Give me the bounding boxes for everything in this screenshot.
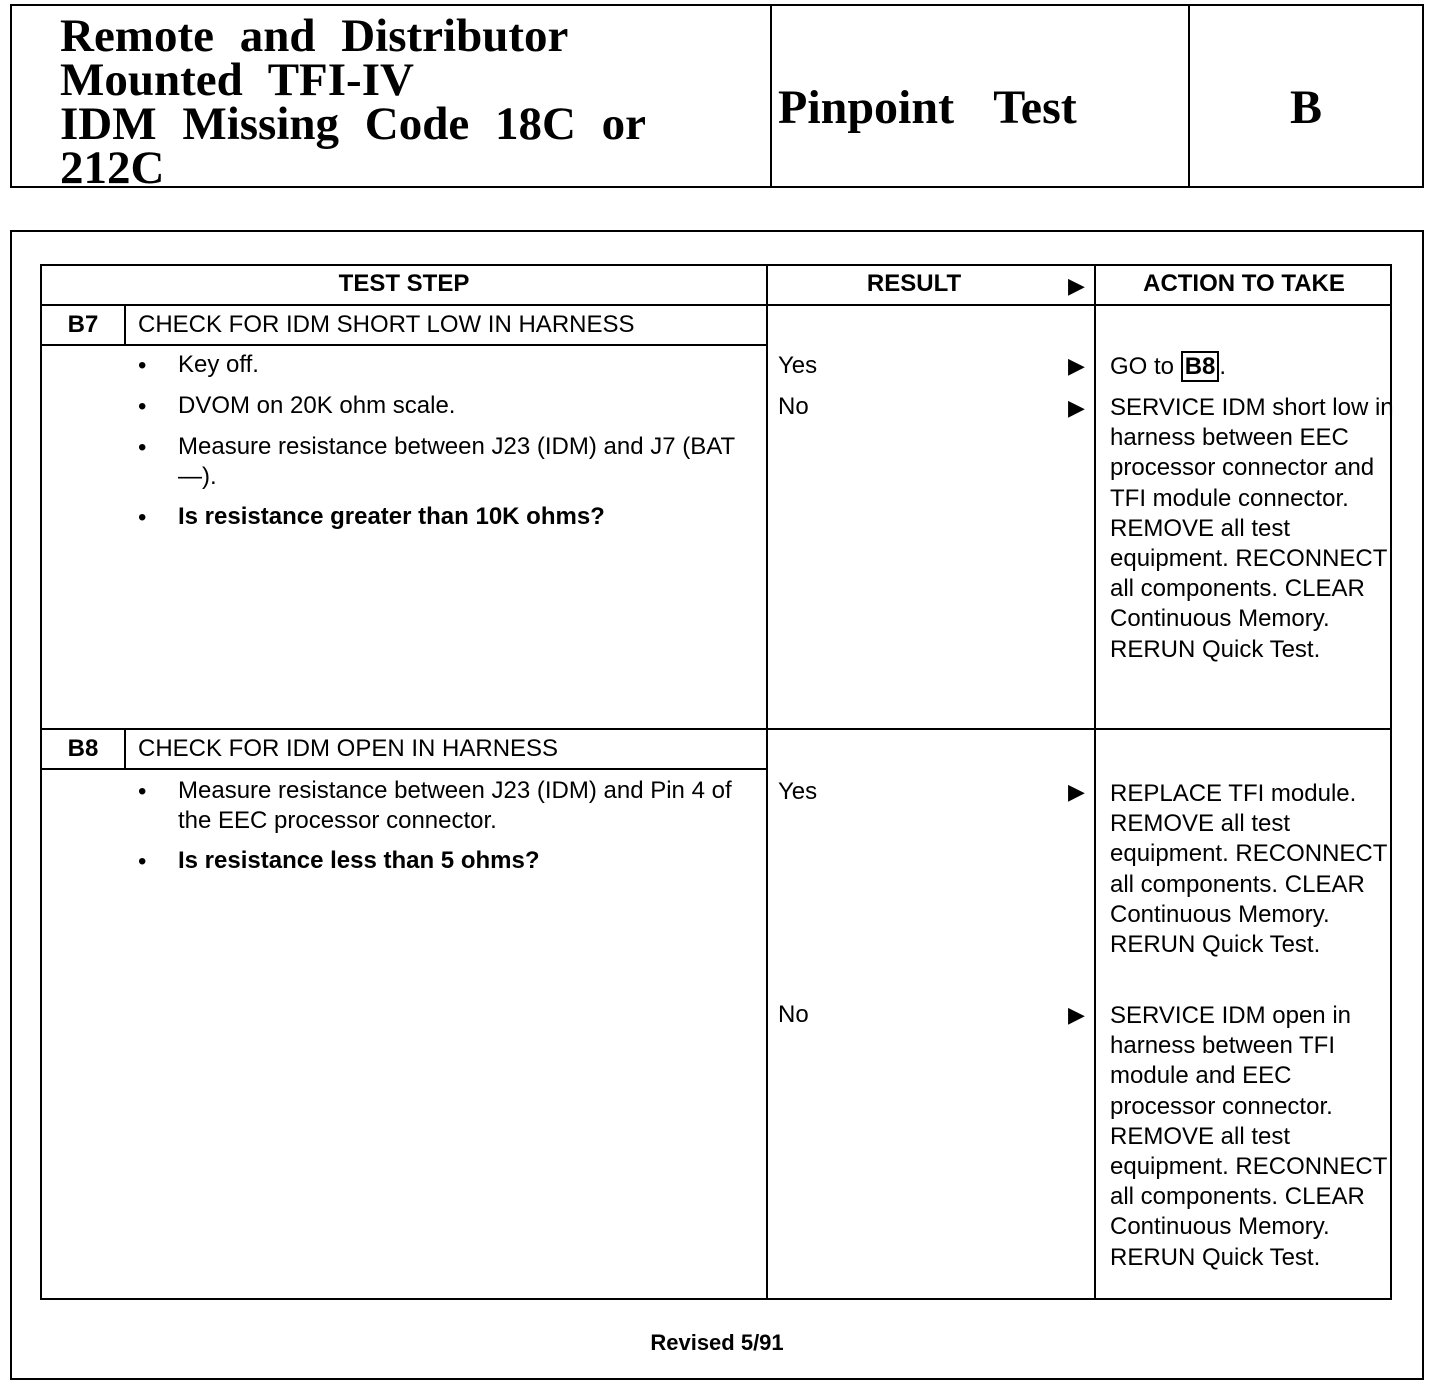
title-line-3: IDM Missing Code 18C or — [60, 98, 647, 150]
column-divider-action — [1094, 266, 1096, 1298]
test-letter: B — [1289, 81, 1322, 134]
test-type: Pinpoint Test — [778, 81, 1077, 134]
document-title — [60, 10, 760, 194]
step-b7-result-no: No — [778, 393, 809, 420]
step-b8-bullet-1: Measure resistance between J23 (IDM) and Pin 4 of the EEC processor connector. — [178, 777, 732, 834]
step-id-divider — [124, 728, 126, 768]
step-b8-result-yes: Yes — [778, 778, 818, 805]
step-b8-question: Is resistance less than 5 ohms? — [178, 847, 540, 874]
step-b7-question: Is resistance greater than 10K ohms? — [178, 503, 605, 530]
step-id-b7: B7 — [67, 311, 99, 338]
column-header-test-step: TEST STEP — [338, 270, 470, 297]
step-title-divider — [42, 344, 766, 346]
step-b8-action-yes: REPLACE TFI module. REMOVE all test equipment. RECONNECT all components. CLEAR Continuous Memory. RERUN Quick Test. — [1110, 780, 1387, 959]
revision-note: Revised 5/91 — [650, 1330, 784, 1355]
step-b7-result-yes: Yes — [778, 352, 818, 379]
arrow-icon: ▶ — [1068, 1002, 1085, 1027]
step-title-divider — [42, 768, 766, 770]
bullet-icon: • — [138, 504, 147, 531]
content-frame — [10, 230, 1424, 1380]
arrow-icon: ▶ — [1068, 779, 1085, 804]
step-b7-action-yes — [1110, 352, 1394, 382]
arrow-icon: ▶ — [1068, 353, 1085, 378]
title-line-2: Mounted TFI-IV — [60, 54, 414, 106]
bullet-icon: • — [138, 848, 147, 875]
title-line-1: Remote and Distributor — [60, 10, 569, 62]
column-header-action: ACTION TO TAKE — [1143, 270, 1345, 297]
step-id-b8: B8 — [67, 735, 99, 762]
step-b7-bullet-3: Measure resistance between J23 (IDM) and J7 (BAT—). — [178, 433, 736, 490]
bullet-icon: • — [138, 434, 147, 461]
title-cell — [12, 6, 772, 194]
arrow-icon: ▶ — [1068, 395, 1085, 420]
step-b8-action-no: SERVICE IDM open in harness between TFI module and EEC processor connector. REMOVE all test equipment. RECONNECT all components. CLEAR Continuous Memory. RERUN Quick Test. — [1110, 1002, 1387, 1271]
column-divider-result — [766, 266, 768, 1298]
bullet-icon: • — [138, 393, 147, 420]
step-b7-bullet-1: Key off. — [178, 351, 259, 378]
column-header-result: RESULT — [866, 270, 962, 297]
header-row-divider — [42, 304, 1392, 306]
test-letter-cell — [1190, 6, 1422, 186]
goto-label: GO to — [1110, 353, 1175, 380]
document-header — [10, 4, 1424, 194]
goto-step-reference: B8 — [1181, 351, 1220, 382]
step-divider — [42, 728, 1392, 730]
step-b8-result-no: No — [778, 1001, 809, 1028]
bullet-icon: • — [138, 352, 147, 379]
step-b7-action-no: SERVICE IDM short low in harness between EEC processor connector and TFI module connector. REMOVE all test equipment. RECONNECT all components. CLEAR Continuous Memory. RERUN Quick Test. — [1110, 394, 1394, 663]
step-title-b8: CHECK FOR IDM OPEN IN HARNESS — [138, 735, 559, 762]
step-b7-bullet-2: DVOM on 20K ohm scale. — [178, 392, 456, 419]
test-type-cell — [772, 6, 1190, 186]
step-id-divider — [124, 304, 126, 344]
step-title-b7: CHECK FOR IDM SHORT LOW IN HARNESS — [138, 311, 635, 338]
bullet-icon: • — [138, 778, 147, 805]
goto-suffix: . — [1219, 353, 1227, 380]
test-table — [40, 264, 1392, 1300]
arrow-icon: ▶ — [1068, 273, 1085, 298]
title-line-4: 212C — [60, 142, 165, 194]
